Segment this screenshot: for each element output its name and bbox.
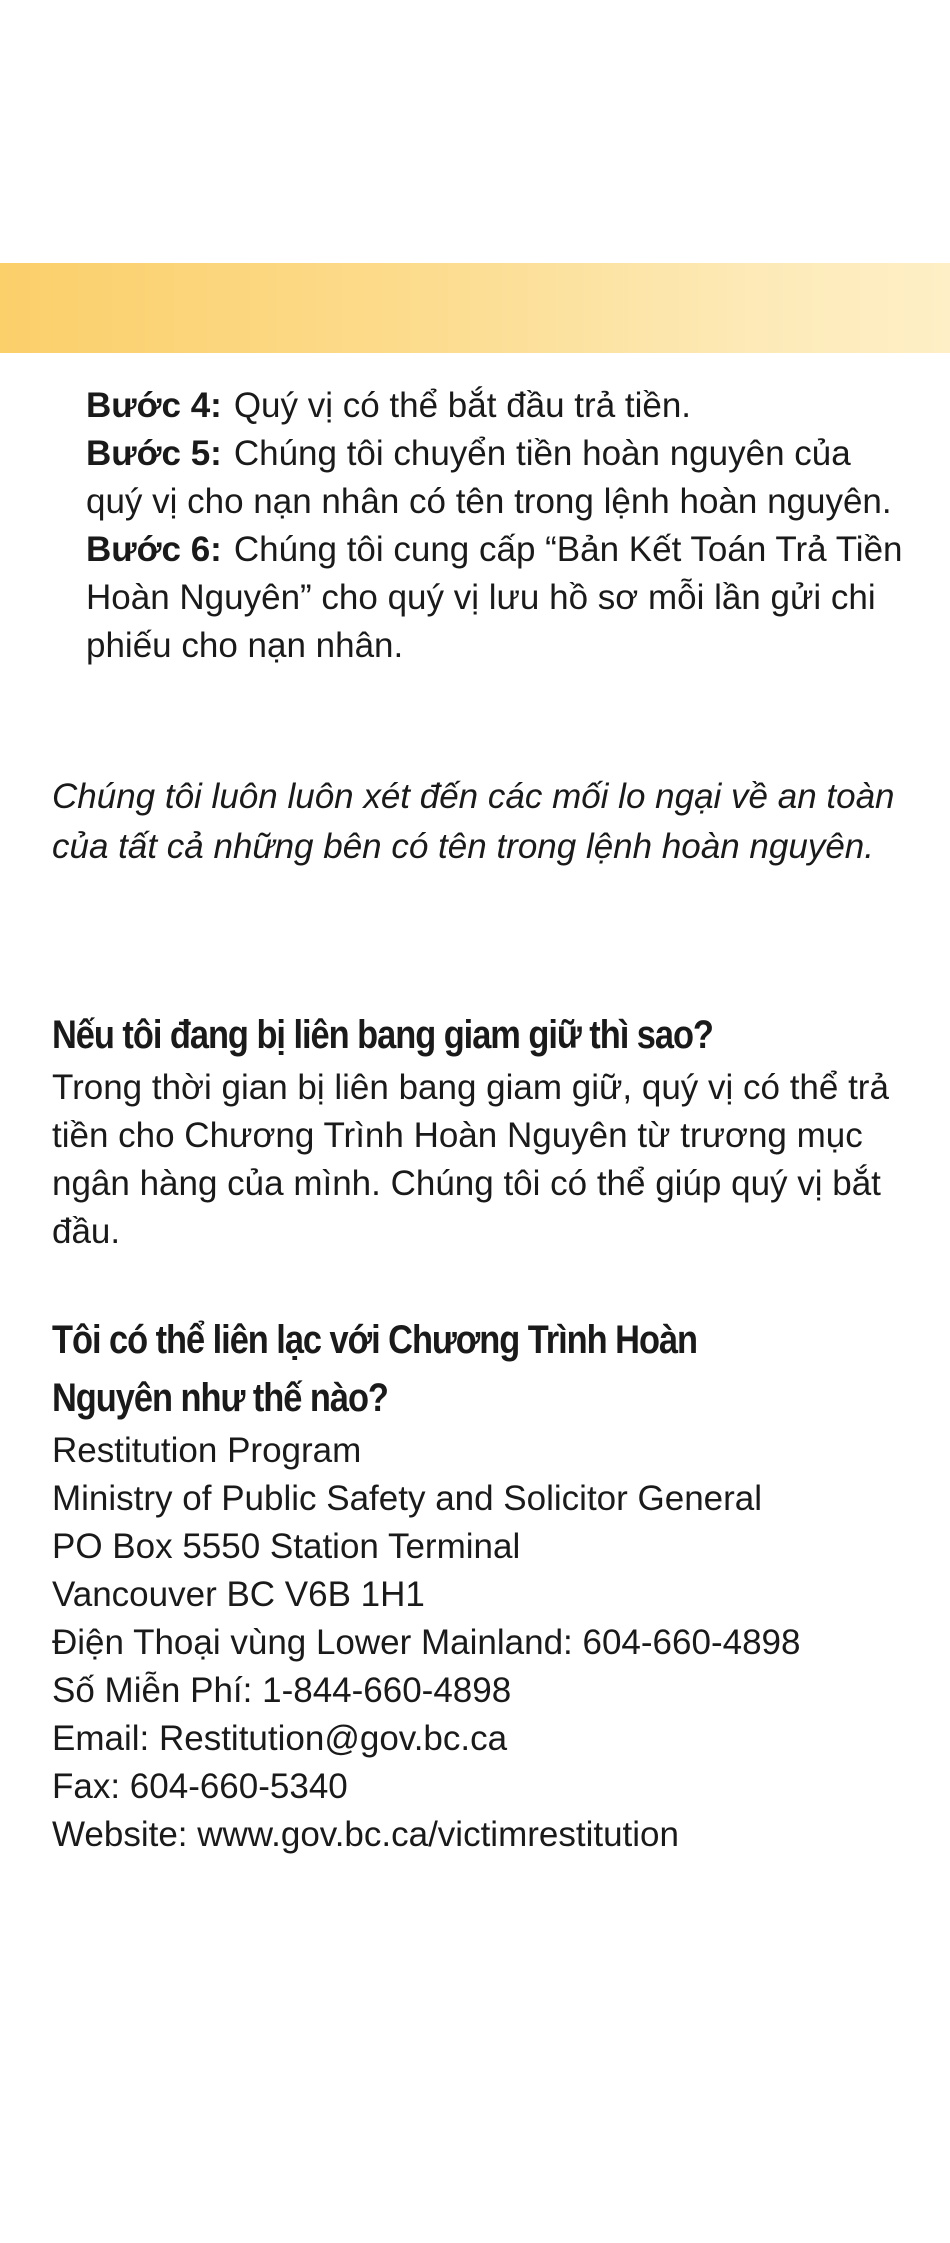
contact-section (52, 1311, 922, 1859)
header-banner (0, 263, 950, 353)
step-5 (86, 430, 916, 526)
steps-list (86, 382, 916, 670)
step-text: Quý vị có thể bắt đầu trả tiền. (233, 386, 692, 425)
contact-website: Website: www.gov.bc.ca/victimrestitution (52, 1815, 679, 1854)
step-label: Bước 5: (86, 434, 222, 473)
contact-program: Restitution Program (52, 1431, 362, 1470)
safety-note: Chúng tôi luôn luôn xét đến các mối lo ngại về an toàn của tất cả những bên có tên trong lệnh hoàn nguyên. (52, 777, 895, 866)
federal-custody-section (52, 1006, 922, 1256)
contact-toll-free: Số Miễn Phí: 1-844-660-4898 (52, 1671, 512, 1710)
step-label: Bước 4: (86, 386, 222, 425)
contact-fax: Fax: 604-660-5340 (52, 1767, 348, 1806)
step-4 (86, 382, 916, 430)
step-6 (86, 526, 916, 670)
step-label: Bước 6: (86, 530, 222, 569)
contact-ministry: Ministry of Public Safety and Solicitor General (52, 1479, 763, 1518)
contact-city: Vancouver BC V6B 1H1 (52, 1575, 425, 1614)
contact-heading-line2: Nguyên như thế nào? (52, 1376, 388, 1420)
contact-heading-line1: Tôi có thể liên lạc với Chương Trình Hoàn (52, 1318, 698, 1362)
federal-custody-heading: Nếu tôi đang bị liên bang giam giữ thì sao? (52, 1013, 713, 1057)
contact-po-box: PO Box 5550 Station Terminal (52, 1527, 521, 1566)
step-text: Chúng tôi cung cấp “Bản Kết Toán Trả Tiền Hoàn Nguyên” cho quý vị lưu hồ sơ mỗi lần gửi chi phiếu cho nạn nhân. (86, 530, 903, 665)
step-text: Chúng tôi chuyển tiền hoàn nguyên của quý vị cho nạn nhân có tên trong lệnh hoàn nguyên. (86, 434, 892, 521)
contact-email: Email: Restitution@gov.bc.ca (52, 1719, 508, 1758)
contact-phone: Điện Thoại vùng Lower Mainland: 604-660-4898 (52, 1623, 801, 1662)
federal-custody-body: Trong thời gian bị liên bang giam giữ, quý vị có thể trả tiền cho Chương Trình Hoàn Nguyên từ trương mục ngân hàng của mình. Chúng tôi có thể giúp quý vị bắt đầu. (52, 1068, 889, 1251)
contact-details (52, 1427, 922, 1859)
